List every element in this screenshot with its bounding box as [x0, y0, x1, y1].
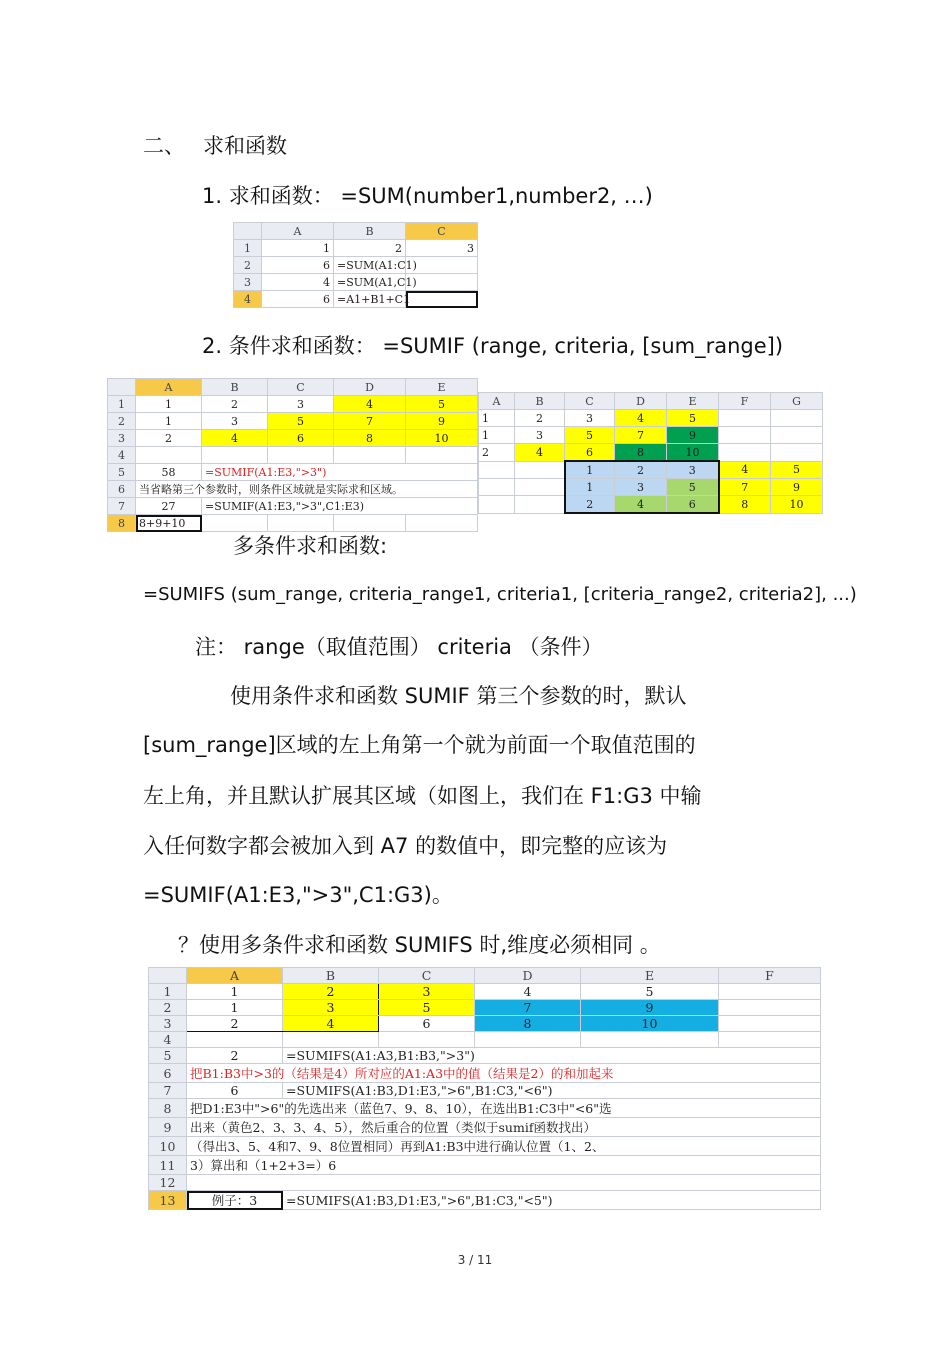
col-header: F — [719, 393, 771, 410]
cell — [719, 410, 771, 427]
row-header: 3 — [234, 274, 262, 291]
col-header: B — [202, 379, 268, 396]
sumif-table-right — [478, 392, 823, 514]
cell: 9 — [406, 413, 478, 430]
cell: 2 — [202, 396, 268, 413]
row-header: 4 — [149, 1032, 187, 1048]
cell: 6 — [379, 1016, 475, 1032]
row-header: 8 — [108, 515, 136, 532]
cell — [406, 515, 478, 532]
cell: 9 — [667, 427, 719, 444]
cell — [479, 496, 515, 514]
selected-cell — [406, 291, 478, 308]
cell: 1 — [136, 396, 202, 413]
cell: 3 — [615, 479, 667, 496]
cell: 1 — [187, 1000, 283, 1016]
cell: 10 — [581, 1016, 719, 1032]
col-header: F — [719, 968, 821, 984]
cell — [202, 515, 268, 532]
cell: 8 — [615, 444, 667, 462]
cell: 5 — [406, 396, 478, 413]
cell — [379, 1032, 475, 1048]
cell — [479, 479, 515, 496]
cell — [719, 1016, 821, 1032]
note-cell: 3）算出和（1+2+3=）6 — [187, 1156, 821, 1175]
cell: 2 — [136, 430, 202, 447]
row-header: 7 — [108, 498, 136, 515]
corner-cell — [149, 968, 187, 984]
corner-cell — [234, 223, 262, 240]
cell — [581, 1032, 719, 1048]
formula-cell: =SUMIF(A1:E3,">3") — [202, 464, 478, 481]
col-header: B — [515, 393, 565, 410]
cell: 8 — [334, 430, 406, 447]
cell: 9 — [771, 479, 823, 496]
cell: 3 — [667, 461, 719, 479]
cell: 10 — [406, 430, 478, 447]
cell — [771, 444, 823, 462]
row-header: 8 — [149, 1099, 187, 1118]
sumifs-table — [148, 967, 821, 1210]
row-header: 5 — [149, 1048, 187, 1064]
row-header: 11 — [149, 1156, 187, 1175]
formula-cell: =SUMIFS(A1:A3,B1:B3,">3") — [283, 1048, 821, 1064]
cell: 4 — [475, 984, 581, 1000]
row-header: 3 — [108, 430, 136, 447]
note-cell: 把B1:B3中>3的（结果是4）所对应的A1:A3中的值（结果是2）的和加起来 — [187, 1064, 821, 1083]
cell — [334, 515, 406, 532]
cell: 3 — [379, 984, 475, 1000]
cell: 6 — [262, 257, 334, 274]
cell: =A1+B1+C1 — [334, 291, 406, 308]
cell: 2 — [565, 496, 615, 514]
cell: 2 — [615, 461, 667, 479]
cell: 8 — [475, 1016, 581, 1032]
sumifs-title: 多条件求和函数: — [233, 534, 388, 558]
note-cell: 把D1:E3中">6"的先选出来（蓝色7、9、8、10），在选出B1:C3中"<6"选 — [187, 1099, 821, 1118]
cell: 4 — [334, 396, 406, 413]
formula-cell: =SUMIFS(A1:B3,D1:E3,">6",B1:C3,"<5") — [283, 1191, 821, 1210]
cell: 6 — [268, 430, 334, 447]
cell: 6 — [667, 496, 719, 514]
cell: 4 — [615, 410, 667, 427]
formula-cell: =SUMIFS(A1:B3,D1:E3,">6",B1:C3,"<6") — [283, 1083, 821, 1099]
para-line-4: 入任何数字都会被加入到 A7 的数值中，即完整的应该为 — [143, 834, 668, 858]
col-header: G — [771, 393, 823, 410]
cell: 1 — [565, 479, 615, 496]
row-header: 10 — [149, 1137, 187, 1156]
cell: 6 — [262, 291, 334, 308]
cell: 10 — [667, 444, 719, 462]
col-header: A — [262, 223, 334, 240]
row-header: 1 — [234, 240, 262, 257]
note-cell: 当省略第三个参数时，则条件区域就是实际求和区域。 — [136, 481, 478, 498]
col-header: C — [379, 968, 475, 984]
row-header: 1 — [149, 984, 187, 1000]
col-header: D — [615, 393, 667, 410]
cell: 4 — [262, 274, 334, 291]
col-header: A — [136, 379, 202, 396]
cell: 9 — [581, 1000, 719, 1016]
row-header: 7 — [149, 1083, 187, 1099]
cell: 6 — [187, 1083, 283, 1099]
cell: 5 — [581, 984, 719, 1000]
col-header: A — [187, 968, 283, 984]
cell: 3 — [565, 410, 615, 427]
cell: 5 — [565, 427, 615, 444]
cell — [719, 984, 821, 1000]
cell: 2 — [515, 410, 565, 427]
cell — [406, 447, 478, 464]
cell: 3 — [283, 1000, 379, 1016]
cell: 4 — [283, 1016, 379, 1032]
row-header: 6 — [108, 481, 136, 498]
cell: 1 — [479, 410, 515, 427]
cell: =SUM(A1:C1) — [334, 257, 406, 274]
warning-line: ？使用多条件求和函数 SUMIFS 时,维度必须相同 。 — [178, 933, 661, 957]
cell: 8 — [719, 496, 771, 514]
row-header: 3 — [149, 1016, 187, 1032]
col-header: A — [479, 393, 515, 410]
section-number: 二、 — [143, 134, 185, 158]
row-header: 4 — [108, 447, 136, 464]
cell: 2 — [479, 444, 515, 462]
cell: 3 — [406, 240, 478, 257]
cell: 5 — [667, 479, 719, 496]
sumifs-syntax: =SUMIFS (sum_range, criteria_range1, criteria1, [criteria_range2, criteria2], ...) — [143, 584, 857, 605]
para-line-3: 左上角，并且默认扩展其区域（如图上，我们在 F1:G3 中输 — [143, 784, 702, 808]
note-line: 注： range（取值范围） criteria （条件） — [195, 635, 603, 659]
page-number: 3 / 11 — [457, 1253, 493, 1267]
cell: 2 — [283, 984, 379, 1000]
cell — [202, 447, 268, 464]
col-header: D — [334, 379, 406, 396]
cell — [515, 461, 565, 479]
col-header: E — [581, 968, 719, 984]
cell: 1 — [187, 984, 283, 1000]
cell: 7 — [475, 1000, 581, 1016]
cell: 3 — [202, 413, 268, 430]
row-header: 1 — [108, 396, 136, 413]
cell — [187, 1175, 821, 1191]
row-header: 5 — [108, 464, 136, 481]
cell: 5 — [268, 413, 334, 430]
para-line-2: [sum_range]区域的左上角第一个就为前面一个取值范围的 — [143, 733, 696, 757]
sumif-table-left — [107, 378, 478, 532]
row-header: 4 — [234, 291, 262, 308]
formula-cell: =SUMIF(A1:E3,">3",C1:E3) — [202, 498, 478, 515]
row-header: 6 — [149, 1064, 187, 1083]
cell — [771, 427, 823, 444]
cell: 27 — [136, 498, 202, 515]
cell — [719, 1000, 821, 1016]
cell: 2 — [187, 1016, 283, 1032]
row-header: 13 — [149, 1191, 187, 1210]
cell — [515, 479, 565, 496]
selected-cell: 8+9+10 — [136, 515, 202, 532]
cell: 58 — [136, 464, 202, 481]
cell: 1 — [565, 461, 615, 479]
cell: 1 — [262, 240, 334, 257]
cell — [268, 447, 334, 464]
row-header: 2 — [234, 257, 262, 274]
cell: 7 — [334, 413, 406, 430]
col-header: C — [268, 379, 334, 396]
col-header: B — [334, 223, 406, 240]
col-header: B — [283, 968, 379, 984]
sum-line: 1. 求和函数： =SUM(number1,number2, …) — [202, 184, 653, 208]
cell — [719, 1032, 821, 1048]
row-header: 2 — [149, 1000, 187, 1016]
col-header: C — [406, 223, 478, 240]
sum-table — [233, 222, 478, 308]
cell: 2 — [187, 1048, 283, 1064]
cell: 5 — [667, 410, 719, 427]
cell — [283, 1032, 379, 1048]
col-header: C — [565, 393, 615, 410]
cell — [334, 447, 406, 464]
cell — [475, 1032, 581, 1048]
para-line-1: 使用条件求和函数 SUMIF 第三个参数的时，默认 — [230, 684, 687, 708]
cell — [719, 427, 771, 444]
note-cell: 出来（黄色2、3、3、4、5），然后重合的位置（类似于sumif函数找出） — [187, 1118, 821, 1137]
cell — [515, 496, 565, 514]
cell — [719, 444, 771, 462]
cell: 3 — [515, 427, 565, 444]
row-header: 2 — [108, 413, 136, 430]
sumif-line: 2. 条件求和函数： =SUMIF (range, criteria, [sum_range]) — [202, 334, 784, 358]
col-header: E — [406, 379, 478, 396]
selected-cell: 例子：3 — [187, 1191, 283, 1210]
cell: 4 — [202, 430, 268, 447]
cell — [268, 515, 334, 532]
cell — [479, 461, 515, 479]
corner-cell — [108, 379, 136, 396]
row-header: 9 — [149, 1118, 187, 1137]
col-header: E — [667, 393, 719, 410]
section-title: 求和函数 — [203, 134, 287, 158]
cell: 5 — [771, 461, 823, 479]
cell: 6 — [565, 444, 615, 462]
cell: 4 — [615, 496, 667, 514]
cell — [771, 410, 823, 427]
cell: 5 — [379, 1000, 475, 1016]
note-cell: （得出3、5、4和7、9、8位置相同）再到A1:B3中进行确认位置（1、2、 — [187, 1137, 821, 1156]
cell: 7 — [615, 427, 667, 444]
col-header: D — [475, 968, 581, 984]
row-header: 12 — [149, 1175, 187, 1191]
para-line-5: =SUMIF(A1:E3,">3",C1:G3)。 — [143, 883, 453, 907]
cell: 10 — [771, 496, 823, 514]
cell: =SUM(A1,C1) — [334, 274, 406, 291]
cell: 4 — [719, 461, 771, 479]
cell — [187, 1032, 283, 1048]
cell: 7 — [719, 479, 771, 496]
cell — [136, 447, 202, 464]
cell: 3 — [268, 396, 334, 413]
cell: 2 — [334, 240, 406, 257]
cell: 1 — [136, 413, 202, 430]
cell: 1 — [479, 427, 515, 444]
cell: 4 — [515, 444, 565, 462]
